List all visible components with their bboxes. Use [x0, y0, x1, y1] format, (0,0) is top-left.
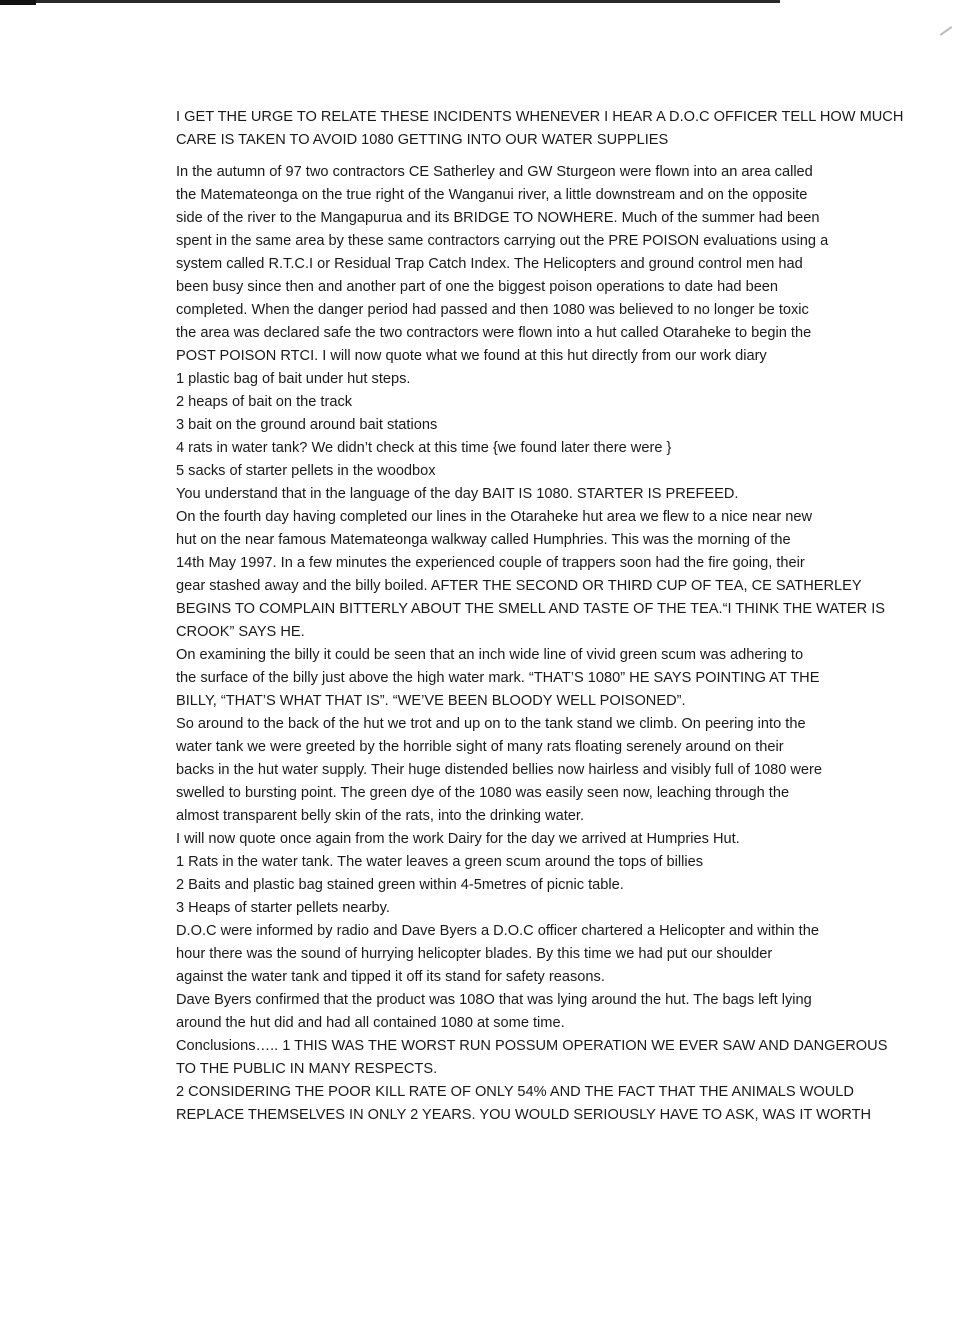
body-line: 1 Rats in the water tank. The water leaves a green scum around the tops of billies [176, 854, 704, 870]
body-line: the area was declared safe the two contractors were flown into a hut called Otaraheke to begin the [176, 325, 812, 341]
heading-line: I GET THE URGE TO RELATE THESE INCIDENTS WHENEVER I HEAR A D.O.C OFFICER TELL HOW MUCH [176, 109, 904, 125]
body-line: I will now quote once again from the work Dairy for the day we arrived at Humpries Hut. [176, 831, 740, 847]
body-line: water tank we were greeted by the horrible sight of many rats floating serenely around on their [176, 739, 784, 755]
body-line: D.O.C were informed by radio and Dave Byers a D.O.C officer chartered a Helicopter and within the [176, 923, 819, 939]
body-line: been busy since then and another part of one the biggest poison operations to date had been [176, 279, 779, 295]
body-line: 4 rats in water tank? We didn’t check at this time {we found later there were } [176, 440, 672, 456]
body-line: side of the river to the Mangapurua and its BRIDGE TO NOWHERE. Much of the summer had been [176, 210, 820, 226]
document-body [176, 161, 888, 1127]
body-line: 2 heaps of bait on the track [176, 394, 353, 410]
document-page [176, 106, 904, 1127]
scan-artifact [940, 26, 953, 36]
body-line: Conclusions….. 1 THIS WAS THE WORST RUN POSSUM OPERATION WE EVER SAW AND DANGEROUS [176, 1038, 888, 1054]
body-line: system called R.T.C.I or Residual Trap Catch Index. The Helicopters and ground control men had [176, 256, 803, 272]
body-line: spent in the same area by these same contractors carrying out the PRE POISON evaluations using a [176, 233, 829, 249]
body-line: REPLACE THEMSELVES IN ONLY 2 YEARS. YOU WOULD SERIOUSLY HAVE TO ASK, WAS IT WORTH [176, 1107, 872, 1123]
body-line: 1 plastic bag of bait under hut steps. [176, 371, 411, 387]
body-line: You understand that in the language of the day BAIT IS 1080. STARTER IS PREFEED. [176, 486, 739, 502]
body-line: 3 bait on the ground around bait stations [176, 417, 438, 433]
body-line: the surface of the billy just above the high water mark. “THAT’S 1080” HE SAYS POINTING AT THE [176, 670, 820, 686]
scan-top-rule [0, 0, 780, 3]
body-line: the Matemateonga on the true right of the Wanganui river, a little downstream and on the opposite [176, 187, 808, 203]
body-line: 5 sacks of starter pellets in the woodbox [176, 463, 436, 479]
body-line: hut on the near famous Matemateonga walkway called Humphries. This was the morning of the [176, 532, 791, 548]
body-line: BEGINS TO COMPLAIN BITTERLY ABOUT THE SMELL AND TASTE OF THE TEA.“I THINK THE WATER IS [176, 601, 886, 617]
body-line: Dave Byers confirmed that the product was 108O that was lying around the hut. The bags left lying [176, 992, 812, 1008]
body-line: On examining the billy it could be seen that an inch wide line of vivid green scum was adhering to [176, 647, 804, 663]
body-line: around the hut did and had all contained 1080 at some time. [176, 1015, 565, 1031]
heading-line: CARE IS TAKEN TO AVOID 1080 GETTING INTO OUR WATER SUPPLIES [176, 132, 669, 148]
body-line: CROOK” SAYS HE. [176, 624, 305, 640]
body-line: gear stashed away and the billy boiled. AFTER THE SECOND OR THIRD CUP OF TEA, CE SATHERLEY [176, 578, 862, 594]
body-line: backs in the hut water supply. Their huge distended bellies now hairless and visibly full of 1080 were [176, 762, 823, 778]
scan-corner-mark [0, 0, 36, 5]
body-line: POST POISON RTCI. I will now quote what we found at this hut directly from our work diary [176, 348, 767, 364]
body-line: 3 Heaps of starter pellets nearby. [176, 900, 390, 916]
body-line: BILLY, “THAT’S WHAT THAT IS”. “WE’VE BEEN BLOODY WELL POISONED”. [176, 693, 686, 709]
body-line: completed. When the danger period had passed and then 1080 was believed to no longer be toxic [176, 302, 809, 318]
body-line: against the water tank and tipped it off its stand for safety reasons. [176, 969, 605, 985]
body-line: 2 CONSIDERING THE POOR KILL RATE OF ONLY 54% AND THE FACT THAT THE ANIMALS WOULD [176, 1084, 854, 1100]
body-line: So around to the back of the hut we trot and up on to the tank stand we climb. On peering into the [176, 716, 806, 732]
body-line: TO THE PUBLIC IN MANY RESPECTS. [176, 1061, 438, 1077]
body-line: almost transparent belly skin of the rats, into the drinking water. [176, 808, 585, 824]
body-line: 2 Baits and plastic bag stained green within 4-5metres of picnic table. [176, 877, 624, 893]
body-line: hour there was the sound of hurrying helicopter blades. By this time we had put our shoulder [176, 946, 773, 962]
body-line: swelled to bursting point. The green dye of the 1080 was easily seen now, leaching through the [176, 785, 790, 801]
body-line: 14th May 1997. In a few minutes the experienced couple of trappers soon had the fire going, their [176, 555, 805, 571]
document-heading [176, 106, 904, 152]
body-line: On the fourth day having completed our lines in the Otaraheke hut area we flew to a nice near new [176, 509, 813, 525]
body-line: In the autumn of 97 two contractors CE Satherley and GW Sturgeon were flown into an area called [176, 164, 813, 180]
